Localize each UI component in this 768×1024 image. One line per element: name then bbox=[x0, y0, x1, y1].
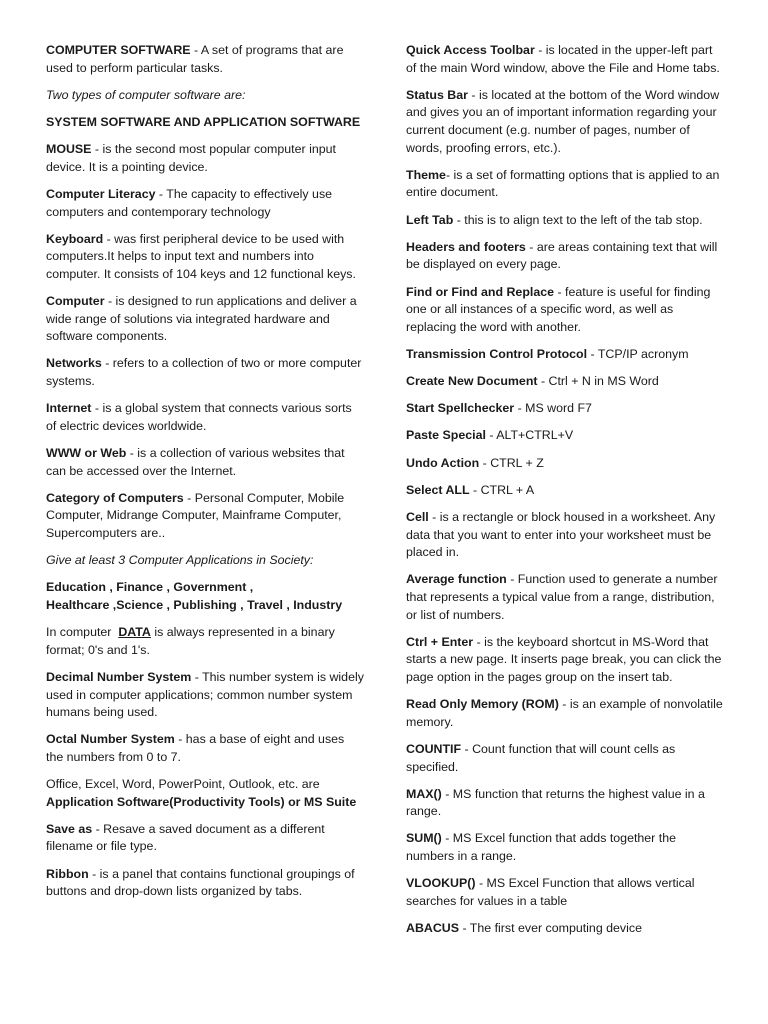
entry-computer bbox=[46, 293, 364, 346]
definition: - The first ever computing device bbox=[459, 921, 642, 936]
term: Create New Document bbox=[406, 374, 538, 389]
definition: - CTRL + Z bbox=[479, 455, 544, 470]
term: Read Only Memory (ROM) bbox=[406, 697, 559, 712]
entry-decimal-number-system bbox=[46, 669, 364, 722]
entry-find-replace bbox=[406, 284, 726, 337]
term: Transmission Control Protocol bbox=[406, 346, 588, 361]
entry-internet bbox=[46, 400, 364, 435]
entry-keyboard bbox=[46, 231, 364, 284]
term: Average function bbox=[406, 572, 507, 587]
definition: - was first peripheral device to be used with computers.It helps to input text and numbers into computer. It consists of 104 keys and 12 functional keys. bbox=[46, 231, 356, 281]
definition: - is designed to run applications and deliver a wide range of solutions via integrated hardware and software components. bbox=[46, 294, 357, 344]
definition: - MS word F7 bbox=[514, 401, 592, 416]
definition: - Personal Computer, Mobile Computer, Midrange Computer, Mainframe Computer, Supercomputers are.. bbox=[46, 490, 345, 540]
definition: - refers to a collection of two or more computer systems. bbox=[46, 356, 362, 389]
definition: - is a global system that connects various sorts of electric devices worldwide. bbox=[46, 401, 352, 433]
definition: - The capacity to effectively use computers and contemporary technology bbox=[46, 186, 333, 219]
definition: - has a base of eight and uses the numbers from 0 to 7. bbox=[46, 732, 345, 764]
term: Quick Access Toolbar bbox=[406, 43, 535, 57]
entry-theme bbox=[406, 167, 726, 202]
applications-line-1: Education , Finance , Government , bbox=[46, 580, 254, 595]
definition: - this is to align text to the left of the tab stop. bbox=[453, 212, 703, 227]
definition: - is located at the bottom of the Word window and gives you an of important information regarding your current document (e.g. number of pages, number of words, proofing errors, etc.). bbox=[406, 87, 720, 155]
term: Ribbon bbox=[46, 866, 89, 881]
definition: - is a rectangle or block housed in a worksheet. Any data that you want to enter into your worksheet must be placed in. bbox=[406, 510, 716, 560]
definition: - This number system is widely used in computer applications; common number system humans being used. bbox=[46, 669, 364, 720]
software-types-answer: SYSTEM SOFTWARE AND APPLICATION SOFTWARE bbox=[46, 114, 361, 129]
data-prefix: In computer bbox=[46, 625, 119, 640]
definition: - CTRL + A bbox=[469, 482, 535, 497]
term: Networks bbox=[46, 356, 102, 371]
entry-application-software bbox=[46, 776, 364, 811]
entry-rom bbox=[406, 696, 726, 731]
definition: - A set of programs that are used to perform particular tasks. bbox=[46, 43, 344, 75]
term: Headers and footers bbox=[406, 239, 526, 254]
entry-left-tab bbox=[406, 212, 726, 230]
term: Computer bbox=[46, 294, 105, 309]
entry-headers-footers bbox=[406, 239, 726, 274]
definition: - is a collection of various websites that can be accessed over the Internet. bbox=[46, 446, 345, 478]
definition: - Ctrl + N in MS Word bbox=[537, 374, 659, 389]
application-software-line-1: Office, Excel, Word, PowerPoint, Outlook, etc. are bbox=[46, 777, 320, 792]
term: Theme bbox=[406, 167, 446, 182]
term: Category of Computers bbox=[46, 490, 184, 505]
application-software-line-2: Application Software(Productivity Tools) or MS Suite bbox=[46, 794, 357, 809]
definition: - MS function that returns the highest value in a range. bbox=[406, 786, 705, 819]
data-word: DATA bbox=[118, 625, 151, 640]
entry-paste-special bbox=[406, 427, 726, 445]
entry-tcp bbox=[406, 346, 726, 364]
left-column bbox=[46, 42, 364, 910]
definition: - Count function that will count cells as specified. bbox=[406, 741, 676, 774]
term: Status Bar bbox=[406, 87, 468, 102]
term: Decimal Number System bbox=[46, 669, 192, 684]
term: WWW or Web bbox=[46, 446, 127, 461]
entry-create-new-document bbox=[406, 373, 726, 391]
definition: - is an example of nonvolatile memory. bbox=[406, 697, 723, 729]
definition: - is the second most popular computer input device. It is a pointing device. bbox=[46, 142, 336, 174]
entry-networks bbox=[46, 355, 364, 390]
entry-start-spellchecker bbox=[406, 400, 726, 418]
term: Select ALL bbox=[406, 482, 470, 497]
entry-computer-software bbox=[46, 42, 364, 77]
entry-average-function bbox=[406, 571, 726, 624]
definition: - Resave a saved document as a different filename or file type. bbox=[46, 821, 325, 854]
term: Computer Literacy bbox=[46, 186, 156, 201]
definition: - is a panel that contains functional groupings of buttons and drop-down lists organized by tabs. bbox=[46, 866, 355, 899]
definition: - is the keyboard shortcut in MS-Word that starts a new page. It inserts page break, you can click the page option in the pages group on the insert tab. bbox=[406, 634, 722, 684]
term: Internet bbox=[46, 401, 92, 416]
term: ABACUS bbox=[406, 921, 460, 936]
term: MOUSE bbox=[46, 142, 92, 157]
right-column bbox=[406, 42, 726, 947]
entry-max bbox=[406, 786, 726, 821]
term: Undo Action bbox=[406, 455, 480, 470]
entry-status-bar bbox=[406, 87, 726, 157]
entry-abacus bbox=[406, 920, 726, 938]
term: Octal Number System bbox=[46, 732, 175, 747]
entry-category-of-computers bbox=[46, 490, 364, 543]
term: Find or Find and Replace bbox=[406, 284, 555, 299]
term: Save as bbox=[46, 821, 93, 836]
definition: - MS Excel Function that allows vertical searches for values in a table bbox=[406, 876, 695, 908]
term: COMPUTER SOFTWARE bbox=[46, 43, 191, 57]
term: COUNTIF bbox=[406, 741, 462, 756]
term: VLOOKUP() bbox=[406, 876, 476, 891]
definition: - is a set of formatting options that is applied to an entire document. bbox=[406, 167, 720, 200]
software-types-prompt: Two types of computer software are: bbox=[46, 87, 246, 102]
definition: - is located in the upper-left part of the main Word window, above the File and Home tabs. bbox=[406, 43, 720, 75]
term: SUM() bbox=[406, 831, 442, 846]
entry-vlookup bbox=[406, 875, 726, 910]
definition: - are areas containing text that will be displayed on every page. bbox=[406, 239, 718, 272]
entry-mouse bbox=[46, 141, 364, 176]
applications-line-2: Healthcare ,Science , Publishing , Travel , Industry bbox=[46, 597, 343, 612]
term: Start Spellchecker bbox=[406, 401, 515, 416]
term: Left Tab bbox=[406, 212, 454, 227]
term: Ctrl + Enter bbox=[406, 634, 474, 649]
definition: - ALT+CTRL+V bbox=[485, 428, 574, 443]
entry-sum bbox=[406, 830, 726, 865]
entry-select-all bbox=[406, 482, 726, 500]
term: Cell bbox=[406, 510, 429, 524]
entry-undo-action bbox=[406, 455, 726, 473]
entry-cell bbox=[406, 509, 726, 562]
definition: - feature is useful for finding one or all instances of a specific word, as well as replacing the word with another. bbox=[406, 284, 711, 334]
entry-octal-number-system bbox=[46, 731, 364, 766]
entry-quick-access-toolbar bbox=[406, 42, 726, 77]
entry-www bbox=[46, 445, 364, 480]
definition: - MS Excel function that adds together the numbers in a range. bbox=[406, 831, 676, 864]
applications-answer bbox=[46, 579, 364, 614]
term: Keyboard bbox=[46, 231, 104, 246]
entry-ribbon bbox=[46, 866, 364, 901]
applications-prompt: Give at least 3 Computer Applications in Society: bbox=[46, 553, 314, 568]
entry-countif bbox=[406, 741, 726, 776]
entry-ctrl-enter bbox=[406, 634, 726, 687]
entry-save-as bbox=[46, 821, 364, 856]
data-suffix: is always represented in a binary format; 0's and 1's. bbox=[46, 625, 335, 657]
definition: - TCP/IP acronym bbox=[587, 346, 689, 361]
entry-data-binary bbox=[46, 624, 364, 659]
definition: - Function used to generate a number that represents a typical value from a range, distribution, or list of numbers. bbox=[406, 572, 718, 622]
term: Paste Special bbox=[406, 428, 486, 443]
term: MAX() bbox=[406, 786, 442, 801]
entry-computer-literacy bbox=[46, 186, 364, 221]
